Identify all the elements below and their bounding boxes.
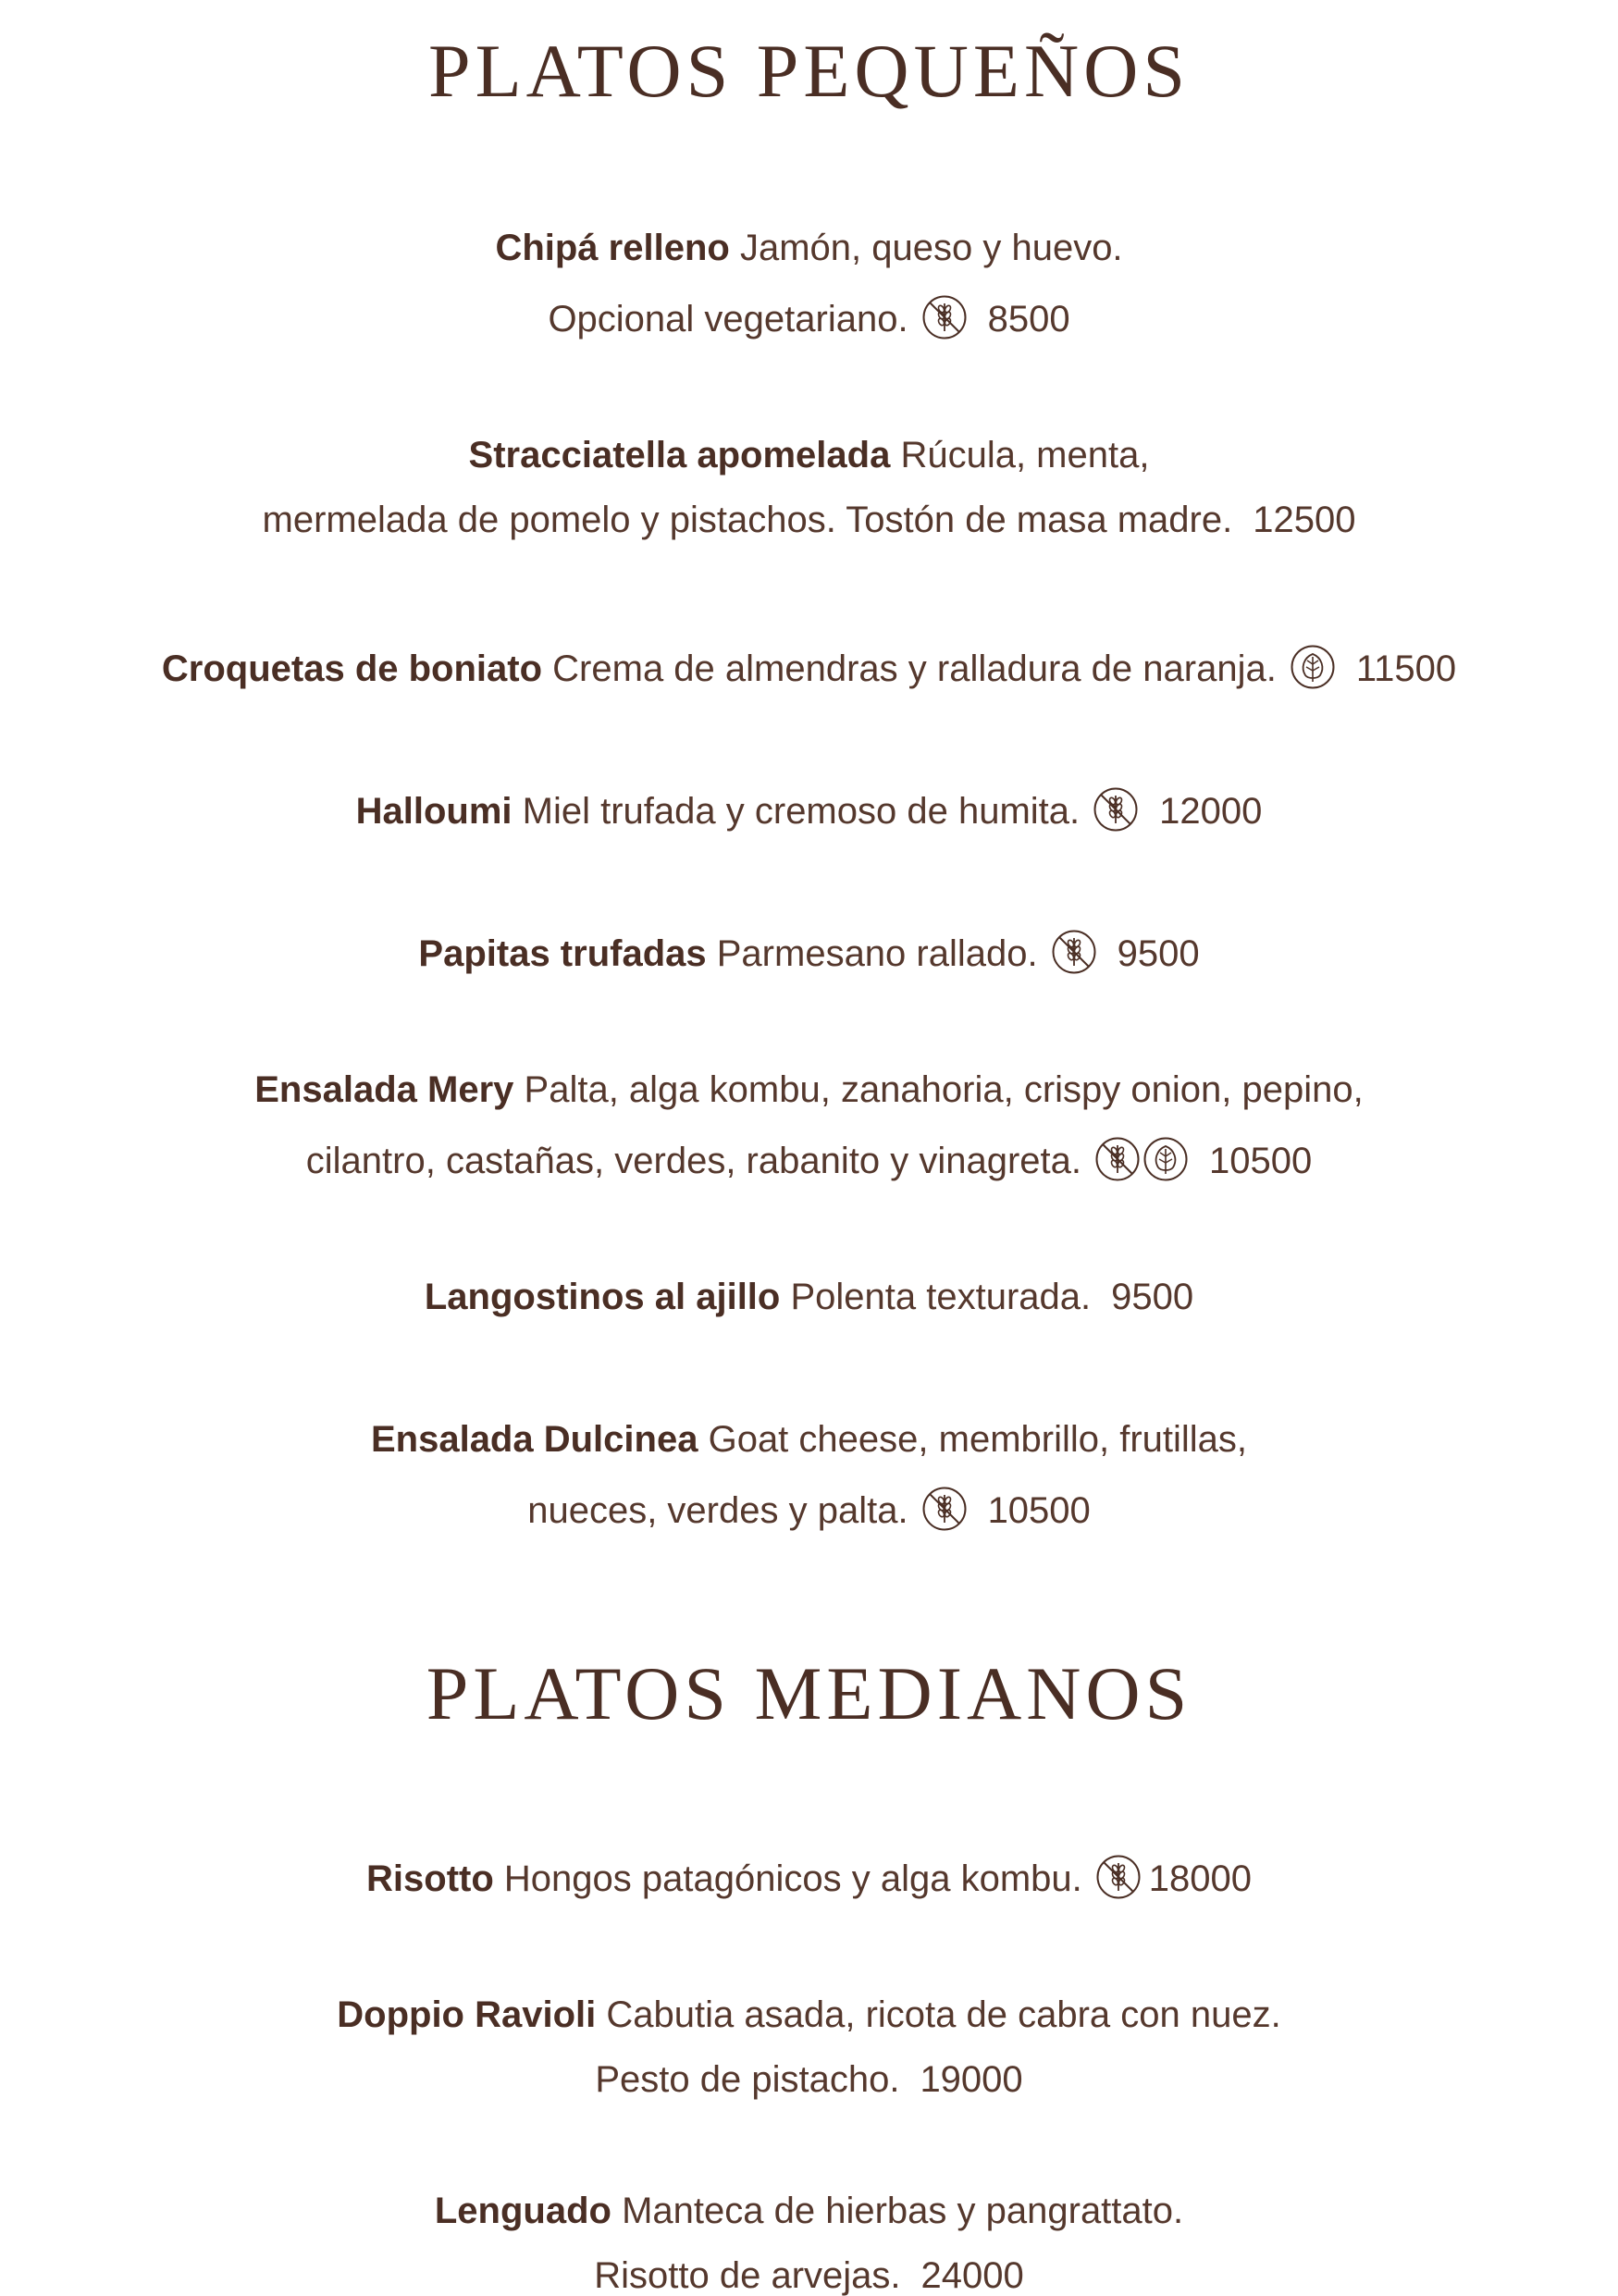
dish-name: Lenguado xyxy=(434,2191,611,2231)
dish-description-cont: cilantro, castañas, verdes, rabanito y vinagreta. xyxy=(305,1141,1081,1181)
dish-price: 9500 xyxy=(1117,933,1200,974)
dish-name: Doppio Ravioli xyxy=(337,1994,597,2035)
dish-price: 19000 xyxy=(920,2059,1023,2100)
dish-price: 12500 xyxy=(1253,500,1356,540)
gluten-free-icon xyxy=(921,1486,968,1532)
dish-description-cont: nueces, verdes y palta. xyxy=(527,1490,908,1531)
gluten-free-icon xyxy=(1095,1854,1142,1900)
dish-description: Palta, alga kombu, zanahoria, crispy onion, pepino, xyxy=(524,1069,1364,1110)
menu-item-stracciatella xyxy=(0,437,1618,474)
dish-name: Langostinos al ajillo xyxy=(424,1277,781,1317)
dish-name: Papitas trufadas xyxy=(418,933,707,974)
dish-price: 11500 xyxy=(1355,648,1457,689)
menu-item-langostinos-al-ajillo xyxy=(0,1278,1618,1315)
dish-name: Stracciatella apomelada xyxy=(468,435,891,475)
menu-item-croquetas-de-boniato xyxy=(0,644,1618,690)
dish-name: Halloumi xyxy=(355,791,513,832)
gluten-free-icon xyxy=(1051,929,1097,975)
dish-description-cont: Opcional vegetariano. xyxy=(548,299,908,339)
menu-item-doppio-ravioli-line2 xyxy=(0,2061,1618,2098)
dish-description: Rúcula, menta, xyxy=(900,435,1150,475)
gluten-free-icon xyxy=(921,294,968,340)
dish-price: 10500 xyxy=(1209,1141,1313,1181)
dish-description: Jamón, queso y huevo. xyxy=(739,228,1123,268)
dish-name: Risotto xyxy=(366,1858,494,1899)
section-title-platos-pequenos: PLATOS PEQUEÑOS xyxy=(427,29,1190,113)
menu-item-halloumi xyxy=(0,786,1618,833)
dish-description: Polenta texturada. xyxy=(790,1277,1092,1317)
dish-price: 10500 xyxy=(987,1490,1091,1531)
dish-description-cont: Risotto de arvejas. xyxy=(594,2255,901,2296)
menu-item-papitas-trufadas xyxy=(0,929,1618,975)
dish-name: Croquetas de boniato xyxy=(161,648,543,689)
dish-description: Manteca de hierbas y pangrattato. xyxy=(622,2191,1184,2231)
menu-item-ensalada-mery xyxy=(0,1071,1618,1108)
dish-price: 12000 xyxy=(1159,791,1263,832)
dish-description: Crema de almendras y ralladura de naranja. xyxy=(552,648,1277,689)
dish-description: Parmesano rallado. xyxy=(716,933,1038,974)
menu-item-ensalada-dulcinea xyxy=(0,1421,1618,1458)
menu-item-ensalada-mery-line2 xyxy=(0,1136,1618,1182)
menu-item-lenguado xyxy=(0,2192,1618,2229)
menu-item-doppio-ravioli xyxy=(0,1996,1618,2033)
menu-item-ensalada-dulcinea-line2 xyxy=(0,1486,1618,1532)
menu-item-chipa-relleno-line2 xyxy=(0,294,1618,340)
vegan-leaf-icon xyxy=(1290,644,1336,690)
dish-description: Miel trufada y cremoso de humita. xyxy=(522,791,1081,832)
dish-name: Chipá relleno xyxy=(495,228,730,268)
menu-item-risotto xyxy=(0,1854,1618,1900)
menu-item-chipa-relleno xyxy=(0,229,1618,266)
menu-item-lenguado-line2 xyxy=(0,2257,1618,2294)
gluten-free-icon xyxy=(1094,1136,1141,1182)
dish-description-cont: Pesto de pistacho. xyxy=(595,2059,900,2100)
dish-description: Cabutia asada, ricota de cabra con nuez. xyxy=(606,1994,1281,2035)
dish-price: 9500 xyxy=(1111,1277,1194,1317)
dish-price: 24000 xyxy=(920,2255,1024,2296)
dish-description-cont: mermelada de pomelo y pistachos. Tostón de masa madre. xyxy=(262,500,1233,540)
dish-description: Hongos patagónicos y alga kombu. xyxy=(503,1858,1082,1899)
dish-name: Ensalada Dulcinea xyxy=(370,1419,698,1460)
vegan-leaf-icon xyxy=(1142,1136,1189,1182)
menu-item-stracciatella-line2 xyxy=(0,501,1618,538)
gluten-free-icon xyxy=(1093,786,1139,833)
dish-name: Ensalada Mery xyxy=(254,1069,514,1110)
dish-description: Goat cheese, membrillo, frutillas, xyxy=(708,1419,1248,1460)
section-title-platos-medianos: PLATOS MEDIANOS xyxy=(426,1651,1192,1735)
dish-price: 8500 xyxy=(987,299,1070,339)
dish-price: 18000 xyxy=(1148,1858,1252,1899)
